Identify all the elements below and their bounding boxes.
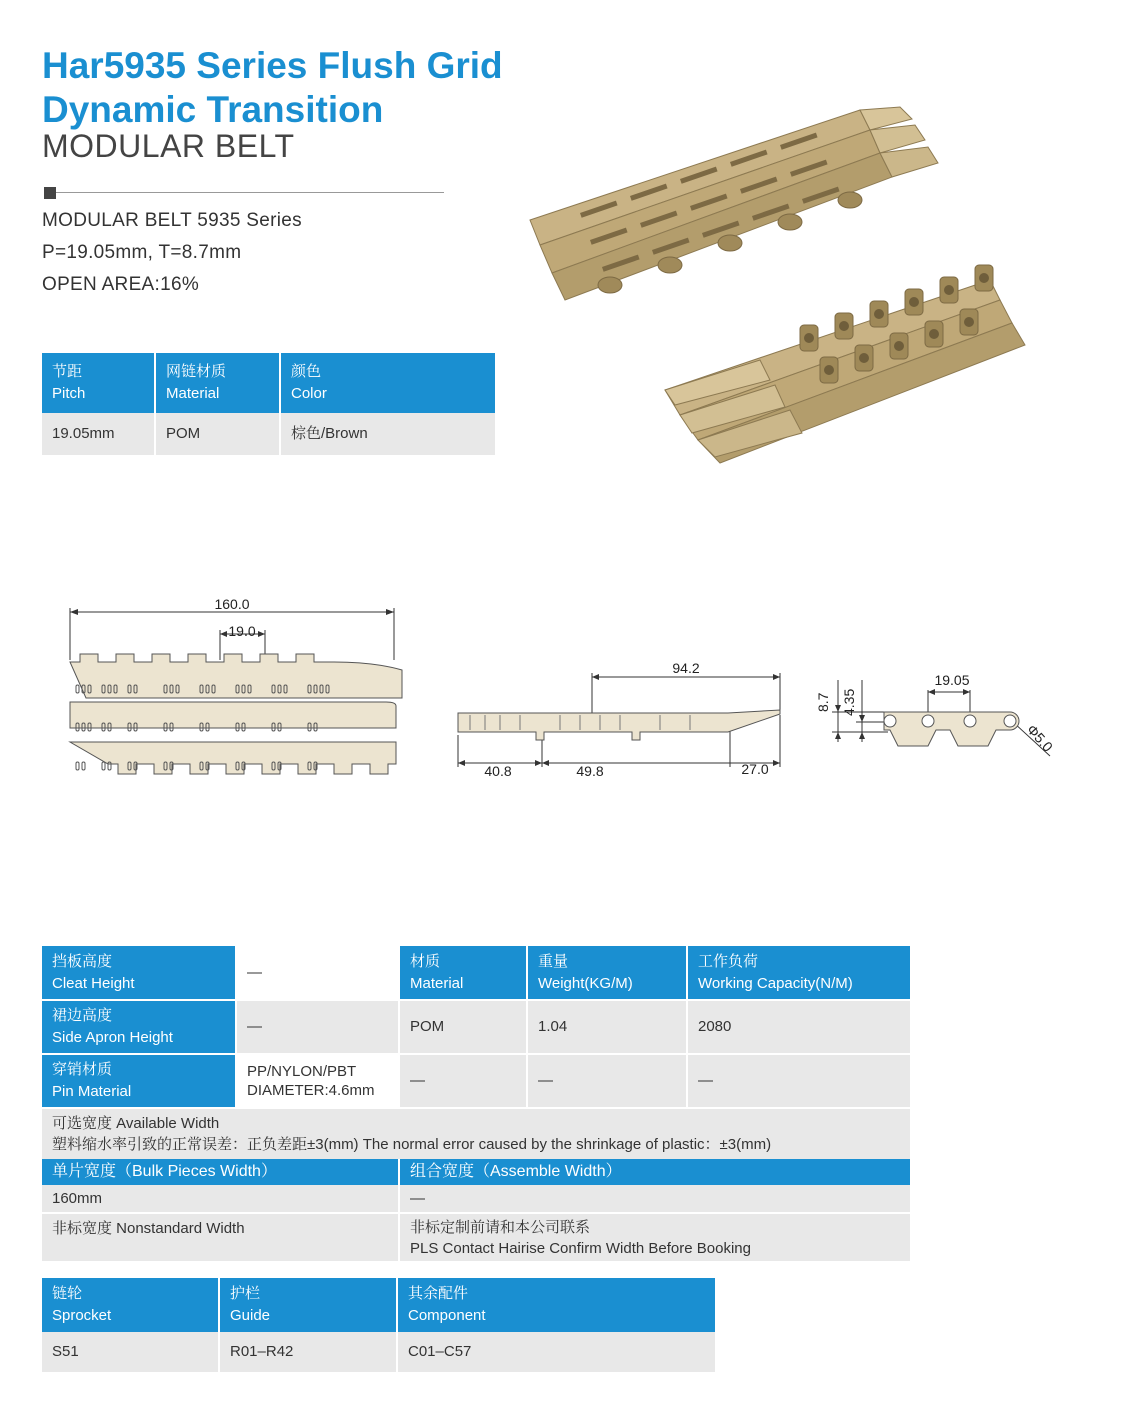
pin-capacity-value: — (687, 1054, 910, 1108)
belt-lower-image (665, 265, 1025, 463)
table1-header-color: 颜色 Color (291, 363, 327, 402)
nonstandard-contact: 非标定制前请和本公司联系 PLS Contact Hairise Confirm Width Before Booking (410, 1218, 751, 1257)
title-line-1: Har5935 Series Flush Grid (42, 45, 503, 86)
title-line-2: Dynamic Transition (42, 89, 384, 130)
top-view-belt-modules (70, 654, 402, 774)
belt-upper-image (530, 107, 938, 300)
guide-value: R01–R42 (219, 1332, 397, 1372)
available-width-note (42, 1109, 910, 1159)
table1-value-material: POM (155, 413, 280, 455)
width-value-row (42, 1185, 910, 1213)
end-view-profile (884, 712, 1019, 746)
weight-value: 1.04 (527, 1000, 687, 1054)
dim-label-c: 49.8 (576, 763, 604, 779)
dim-label-total: 160.0 (214, 596, 250, 612)
material-header: 材质 Material (399, 946, 527, 1000)
table3-value-row (42, 1332, 715, 1372)
weight-header: 重量 Weight(KG/M) (527, 946, 687, 1000)
spec-row-pin (42, 1054, 910, 1108)
dim-label-half: 4.35 (841, 688, 857, 716)
table1-value-color: 棕色/Brown (291, 425, 368, 442)
drawing-top-view (60, 590, 410, 810)
spec-row-apron (42, 1000, 910, 1054)
specifications-table (42, 946, 910, 1261)
dim-label-d: 27.0 (741, 761, 769, 777)
table1-header-pitch: 节距 Pitch (42, 353, 155, 413)
drawing-side-view (450, 655, 795, 785)
guide-header: 护栏 Guide (219, 1278, 397, 1332)
side-apron-label: 裙边高度 Side Apron Height (42, 1000, 236, 1054)
bulk-width-value: 160mm (42, 1185, 399, 1213)
side-view-profile (458, 710, 780, 740)
table1-header-row (42, 353, 495, 413)
bulk-width-header: 单片宽度（Bulk Pieces Width） (42, 1159, 399, 1185)
dim-label-hole: Φ5.0 (1023, 721, 1057, 755)
table1-value-pitch: 19.05mm (42, 413, 155, 455)
dim-label-a: 94.2 (672, 660, 700, 676)
assemble-width-value: — (399, 1185, 910, 1213)
available-width-label: 可选宽度 Available Width (52, 1115, 220, 1132)
width-header-row (42, 1159, 910, 1185)
table1-value-row (42, 413, 495, 455)
drawing-end-view (810, 660, 1080, 770)
sprocket-header: 链轮 Sprocket (42, 1278, 219, 1332)
dim-label-end-pitch: 19.05 (934, 672, 970, 688)
divider-marker (44, 187, 56, 199)
nonstandard-label: 非标宽度 Nonstandard Width (42, 1213, 399, 1261)
pin-material-value: PP/NYLON/PBT DIAMETER:4.6mm (236, 1054, 399, 1108)
spec-row-cleat (42, 946, 910, 1000)
pin-material-col-value: — (399, 1054, 527, 1108)
cleat-height-value: — (236, 946, 399, 1000)
pin-weight-value: — (527, 1054, 687, 1108)
pin-material-label: 穿销材质 Pin Material (42, 1054, 236, 1108)
material-value: POM (399, 1000, 527, 1054)
cleat-height-label: 挡板高度 Cleat Height (42, 946, 236, 1000)
table1-header-material: 网链材质 Material (155, 353, 280, 413)
belt-product-image (520, 95, 1040, 470)
dim-label-thick: 8.7 (815, 692, 831, 712)
accessories-table (42, 1278, 715, 1372)
capacity-value: 2080 (687, 1000, 910, 1054)
side-apron-value: — (236, 1000, 399, 1054)
page-subtitle: MODULAR BELT (42, 128, 295, 164)
shrinkage-error-note: 塑料缩水率引致的正常误差：正负差距±3(mm) The normal error caused by the shrinkage of plastic：±3(mm) (52, 1136, 772, 1153)
table3-header-row (42, 1278, 715, 1332)
page-title (42, 44, 503, 132)
spec-open-area: OPEN AREA:16% (42, 274, 200, 295)
capacity-header: 工作负荷 Working Capacity(N/M) (687, 946, 910, 1000)
component-header: 其余配件 Component (408, 1285, 486, 1324)
nonstandard-row (42, 1213, 910, 1261)
spec-series: MODULAR BELT 5935 Series (42, 210, 302, 231)
assemble-width-header: 组合宽度（Assemble Width） (410, 1163, 622, 1180)
component-value: C01–C57 (408, 1343, 472, 1360)
divider-line (56, 192, 444, 193)
dim-label-b: 40.8 (484, 763, 512, 779)
pitch-material-color-table (42, 353, 495, 455)
dim-label-pitch: 19.0 (228, 623, 256, 639)
sprocket-value: S51 (42, 1332, 219, 1372)
spec-pitch-thickness: P=19.05mm, T=8.7mm (42, 242, 242, 263)
